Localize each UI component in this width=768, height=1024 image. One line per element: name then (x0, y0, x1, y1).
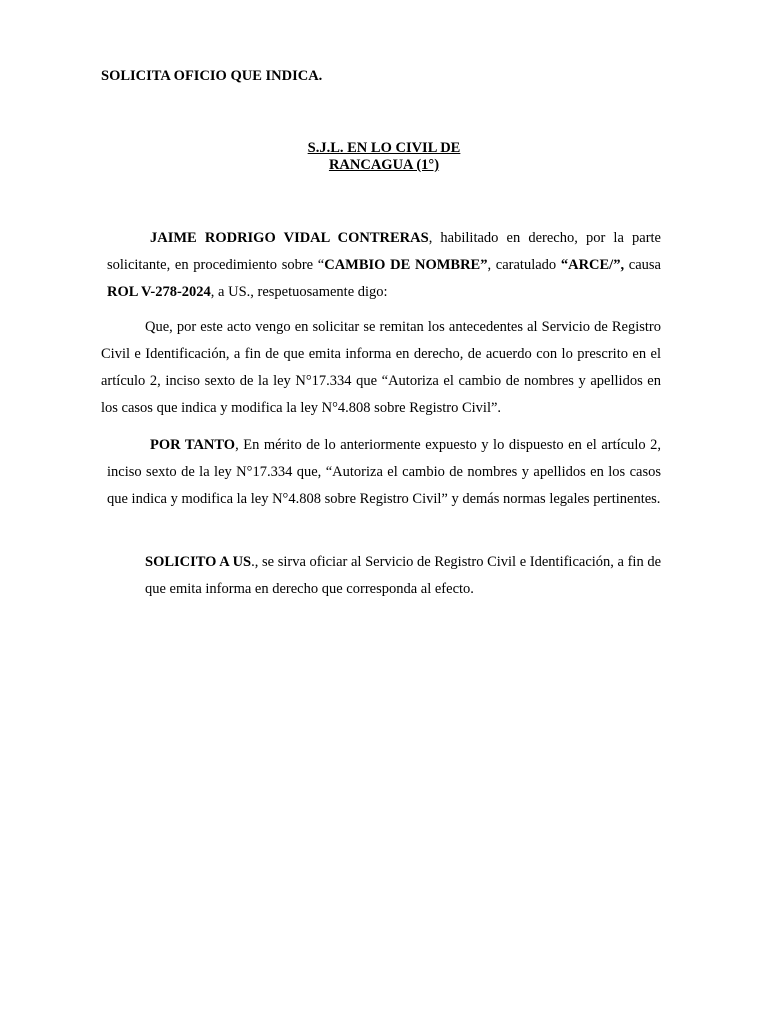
paragraph-therefore (107, 432, 661, 513)
paragraph1-text-b: , caratulado (487, 257, 561, 273)
procedure-name: CAMBIO DE NOMBRE” (324, 257, 488, 273)
therefore-lead: POR TANTO (150, 437, 236, 453)
paragraph-petition (101, 549, 693, 603)
document-heading: SOLICITA OFICIO QUE INDICA. (101, 68, 323, 84)
court-line-1: S.J.L. EN LO CIVIL DE (307, 140, 461, 156)
case-caption: “ARCE/”, (560, 257, 625, 273)
paragraph1-text-c: causa (624, 257, 661, 273)
petition-tail: que emita informa en derecho que corresponda al efecto. (145, 581, 474, 597)
paragraph-appearance (107, 225, 661, 306)
court-line-2: RANCAGUA (1°) (328, 157, 440, 173)
paragraph1-text-d: , a US., respetuosamente digo: (210, 284, 388, 300)
petition-lead: SOLICITO A US (145, 554, 252, 570)
paragraph1-text-a: , habilitado en derecho, por la parte solicitante, en procedimiento sobre “ (107, 230, 661, 273)
attorney-name: JAIME RODRIGO VIDAL CONTRERAS (150, 230, 429, 246)
petition-text: ., se sirva oficiar al Servicio de Registro Civil e Identificación, a fin de (251, 554, 662, 570)
case-rol: ROL V-278-2024 (107, 284, 211, 300)
paragraph-request-body: Que, por este acto vengo en solicitar se remitan los antecedentes al Servicio de Registro Civil e Identificación, a fin de que emita informa en derecho, de acuerdo con lo prescrito en el artículo 2, inciso sexto de la ley N°17.334 que “Autoriza el cambio de nombres y apellidos en los casos que indica y modifica la ley N°4.808 sobre Registro Civil”. (101, 319, 661, 416)
court-addressee (0, 140, 768, 174)
therefore-text: , En mérito de lo anteriormente expuesto y lo dispuesto en el artículo 2, inciso sexto de la ley N°17.334 que, “Autoriza el cambio de nombres y apellidos en los casos que indica y modifica la ley N°4.808 sobre Registro Civil” y demás normas legales pertinentes. (107, 437, 661, 507)
